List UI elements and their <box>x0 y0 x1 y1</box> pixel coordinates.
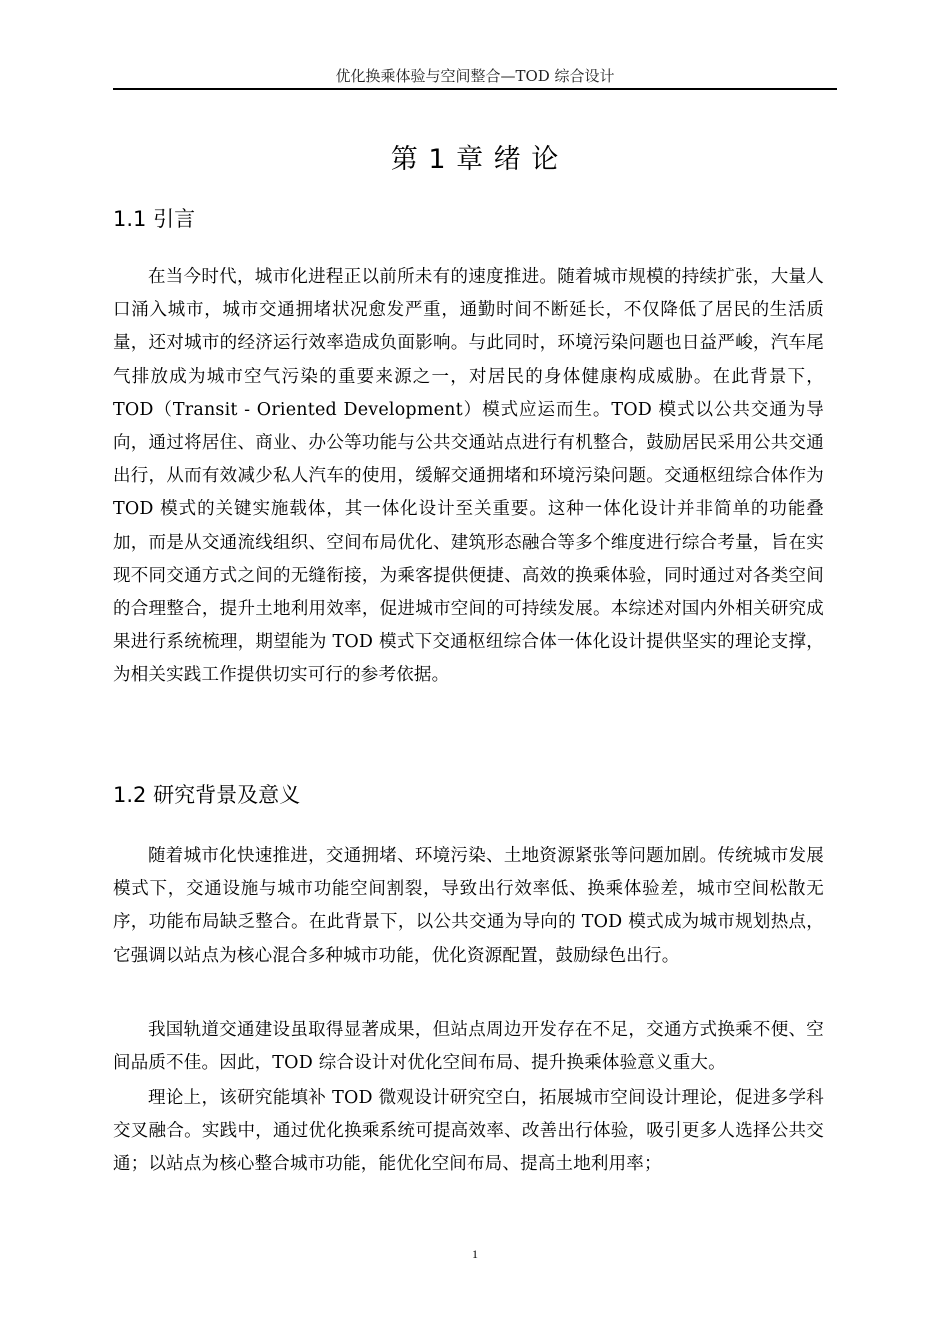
header-rule <box>113 88 837 90</box>
running-header: 优化换乘体验与空间整合—TOD 综合设计 <box>335 67 615 85</box>
paragraph-background-3: 理论上，该研究能填补 TOD 微观设计研究空白，拓展城市空间设计理论，促进多学科交叉融合。实践中，通过优化换乘系统可提高效率、改善出行体验，吸引更多人选择公共交通；以站点为核心整合城市功能，能优化空间布局、提高土地利用率； <box>113 1088 824 1175</box>
paragraph-background-2: 我国轨道交通建设虽取得显著成果，但站点周边开发存在不足，交通方式换乘不便、空间品质不佳。因此，TOD 综合设计对优化空间布局、提升换乘体验意义重大。 <box>113 1020 824 1074</box>
section-heading-introduction: 1.1 引言 <box>113 207 196 231</box>
paragraph-background-1: 随着城市化快速推进，交通拥堵、环境污染、土地资源紧张等问题加剧。传统城市发展模式下，交通设施与城市功能空间割裂，导致出行效率低、换乘体验差，城市空间松散无序，功能布局缺乏整合。在此背景下，以公共交通为导向的 TOD 模式成为城市规划热点，它强调以站点为核心混合多种城市功能，优化资源配置，鼓励绿色出行。 <box>113 846 824 966</box>
page-number: 1 <box>472 1247 478 1261</box>
section-heading-background: 1.2 研究背景及意义 <box>113 783 301 807</box>
paragraph-introduction: 在当今时代，城市化进程正以前所未有的速度推进。随着城市规模的持续扩张，大量人口涌入城市，城市交通拥堵状况愈发严重，通勤时间不断延长，不仅降低了居民的生活质量，还对城市的经济运行效率造成负面影响。与此同时，环境污染问题也日益严峻，汽车尾气排放成为城市空气污染的重要来源之一，对居民的身体健康构成威胁。在此背景下，TOD（Transit - Oriented Development）模式应运而生。TOD 模式以公共交通为导向，通过将居住、商业、办公等功能与公共交通站点进行有机整合，鼓励居民采用公共交通出行，从而有效减少私人汽车的使用，缓解交通拥堵和环境污染问题。交通枢纽综合体作为 TOD 模式的关键实施载体，其一体化设计至关重要。这种一体化设计并非简单的功能叠加，而是从交通流线组织、空间布局优化、建筑形态融合等多个维度进行综合考量，旨在实现不同交通方式之间的无缝衔接，为乘客提供便捷、高效的换乘体验，同时通过对各类空间的合理整合，提升土地利用效率，促进城市空间的可持续发展。本综述对国内外相关研究成果进行系统梳理，期望能为 TOD 模式下交通枢纽综合体一体化设计提供坚实的理论支撑，为相关实践工作提供切实可行的参考依据。 <box>113 267 824 686</box>
chapter-title: 第 1 章 绪 论 <box>390 144 560 175</box>
